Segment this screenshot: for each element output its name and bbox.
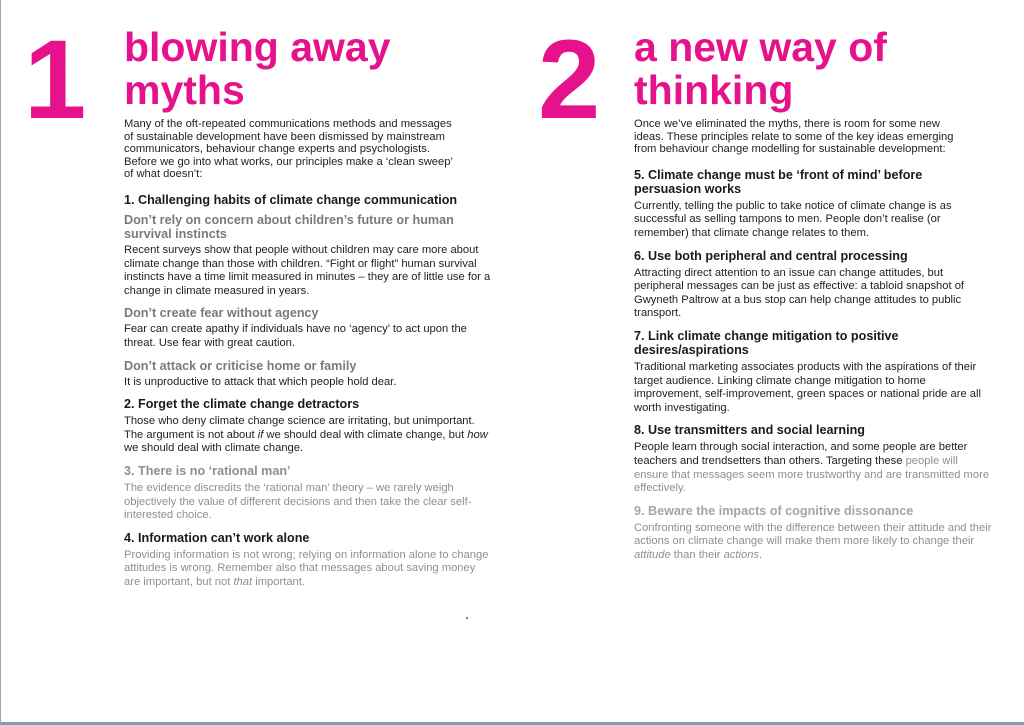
right-intro-line: ideas. These principles relate to some of the key ideas emerging — [634, 130, 954, 143]
text-run: Confronting someone with the difference between their attitude and their actions on climate change will make them more likely to change their — [634, 521, 992, 548]
principle-8-title: 8. Use transmitters and social learning — [634, 423, 865, 438]
principle-7-title: 7. Link climate change mitigation to positive desires/aspirations — [634, 328, 899, 357]
right-text-block — [634, 118, 994, 570]
text-run: People learn through social interaction, and some people are better teachers and trendsetters than others. Targeting these — [634, 441, 968, 467]
left-heading-line2: myths — [124, 67, 245, 113]
text-run: Those who deny climate change science are irritating, but unimportant. The argument is not about — [124, 415, 475, 441]
text-run-faded: people will ensure that messages seem more trustworthy and are transmitted more effectively. — [634, 454, 990, 495]
emphasis: that — [233, 575, 253, 588]
right-heading — [634, 26, 887, 112]
left-heading — [124, 26, 391, 112]
emphasis: if — [257, 428, 264, 441]
text-run: important. — [252, 575, 305, 588]
text-run: we should deal with climate change, but — [263, 428, 468, 441]
principle-1b-body: Fear can create apathy if individuals have no ‘agency’ to act upon the threat. Use fear with great caution. — [124, 323, 467, 349]
text-run: than their — [670, 548, 724, 561]
principle-4-title: 4. Information can’t work alone — [124, 530, 310, 545]
principle-3-title: 3. There is no ‘rational man’ — [124, 463, 291, 478]
principle-8-body — [634, 441, 994, 495]
principle-2-body — [124, 415, 494, 456]
principle-6-title: 6. Use both peripheral and central processing — [634, 248, 908, 263]
principle-1c-title: Don’t attack or criticise home or family — [124, 358, 357, 373]
right-intro-line: from behaviour change modelling for sustainable development: — [634, 143, 946, 156]
left-text-block — [124, 118, 494, 597]
principle-1b-title: Don’t create fear without agency — [124, 306, 319, 321]
principle-1-title: 1. Challenging habits of climate change communication — [124, 192, 458, 207]
left-intro — [124, 118, 494, 181]
emphasis: how — [467, 428, 488, 441]
principle-4-body — [124, 549, 494, 590]
text-run: Providing information is not wrong; relying on information alone to change attitudes is wrong. Remember also that messages about saving money are important, but not — [124, 548, 489, 588]
principle-6-body: Attracting direct attention to an issue can change attitudes, but peripheral messages can be just as effective: a tabloid snapshot of Gwyneth Paltrow at a bus stop can help change attitudes to public transport. — [634, 266, 965, 320]
principle-1a-body: Recent surveys show that people without children may care more about climate change than those with children. “Fight or flight” human survival instincts have a time limit measured in minutes – they are of little use for a change in climate measured in years. — [124, 243, 491, 297]
left-intro-line: Many of the oft-repeated communications methods and messages — [124, 118, 452, 130]
principle-7-body: Traditional marketing associates products with the aspirations of their target audience. Linking climate change mitigation to home improvement, self-improvement, green spaces or national pride are all worth investigating. — [634, 360, 981, 414]
stray-dot — [466, 617, 468, 619]
left-intro-line: Before we go into what works, our principles make a ‘clean sweep’ — [124, 155, 453, 168]
principle-9-title: 9. Beware the impacts of cognitive dissonance — [634, 503, 914, 518]
left-intro-line: of what doesn’t: — [124, 168, 203, 181]
emphasis: actions — [723, 548, 760, 561]
right-intro-line: Once we’ve eliminated the myths, there is room for some new — [634, 118, 940, 130]
right-heading-line2: thinking — [634, 67, 794, 113]
principle-2-title: 2. Forget the climate change detractors — [124, 397, 360, 412]
principle-3-body: The evidence discredits the ‘rational man’ theory – we rarely weigh objectively the value of different decisions and then take the clear self-interested choice. — [124, 481, 472, 522]
section-number-1: 1 — [24, 17, 85, 142]
left-intro-line: communicators, behaviour change experts and psychologists. — [124, 143, 430, 156]
principle-5-title: 5. Climate change must be ‘front of mind’ before persuasion works — [634, 167, 923, 196]
emphasis: attitude — [634, 548, 671, 561]
principle-9-body — [634, 522, 994, 563]
right-intro — [634, 118, 994, 156]
text-run: . — [759, 548, 763, 561]
principle-5-body: Currently, telling the public to take notice of climate change is as successful as selling tampons to men. People don’t realise (or remember) that climate change relates to them. — [634, 199, 952, 239]
left-heading-line1: blowing away — [124, 24, 391, 70]
right-heading-line1: a new way of — [634, 24, 887, 70]
principle-1c-body: It is unproductive to attack that which people hold dear. — [124, 375, 397, 388]
principle-1a-title: Don’t rely on concern about children’s future or human survival instincts — [124, 212, 454, 241]
text-run: we should deal with climate change. — [124, 442, 304, 455]
left-intro-line: of sustainable development have been dismissed by mainstream — [124, 130, 445, 143]
section-number-2: 2 — [538, 17, 599, 142]
